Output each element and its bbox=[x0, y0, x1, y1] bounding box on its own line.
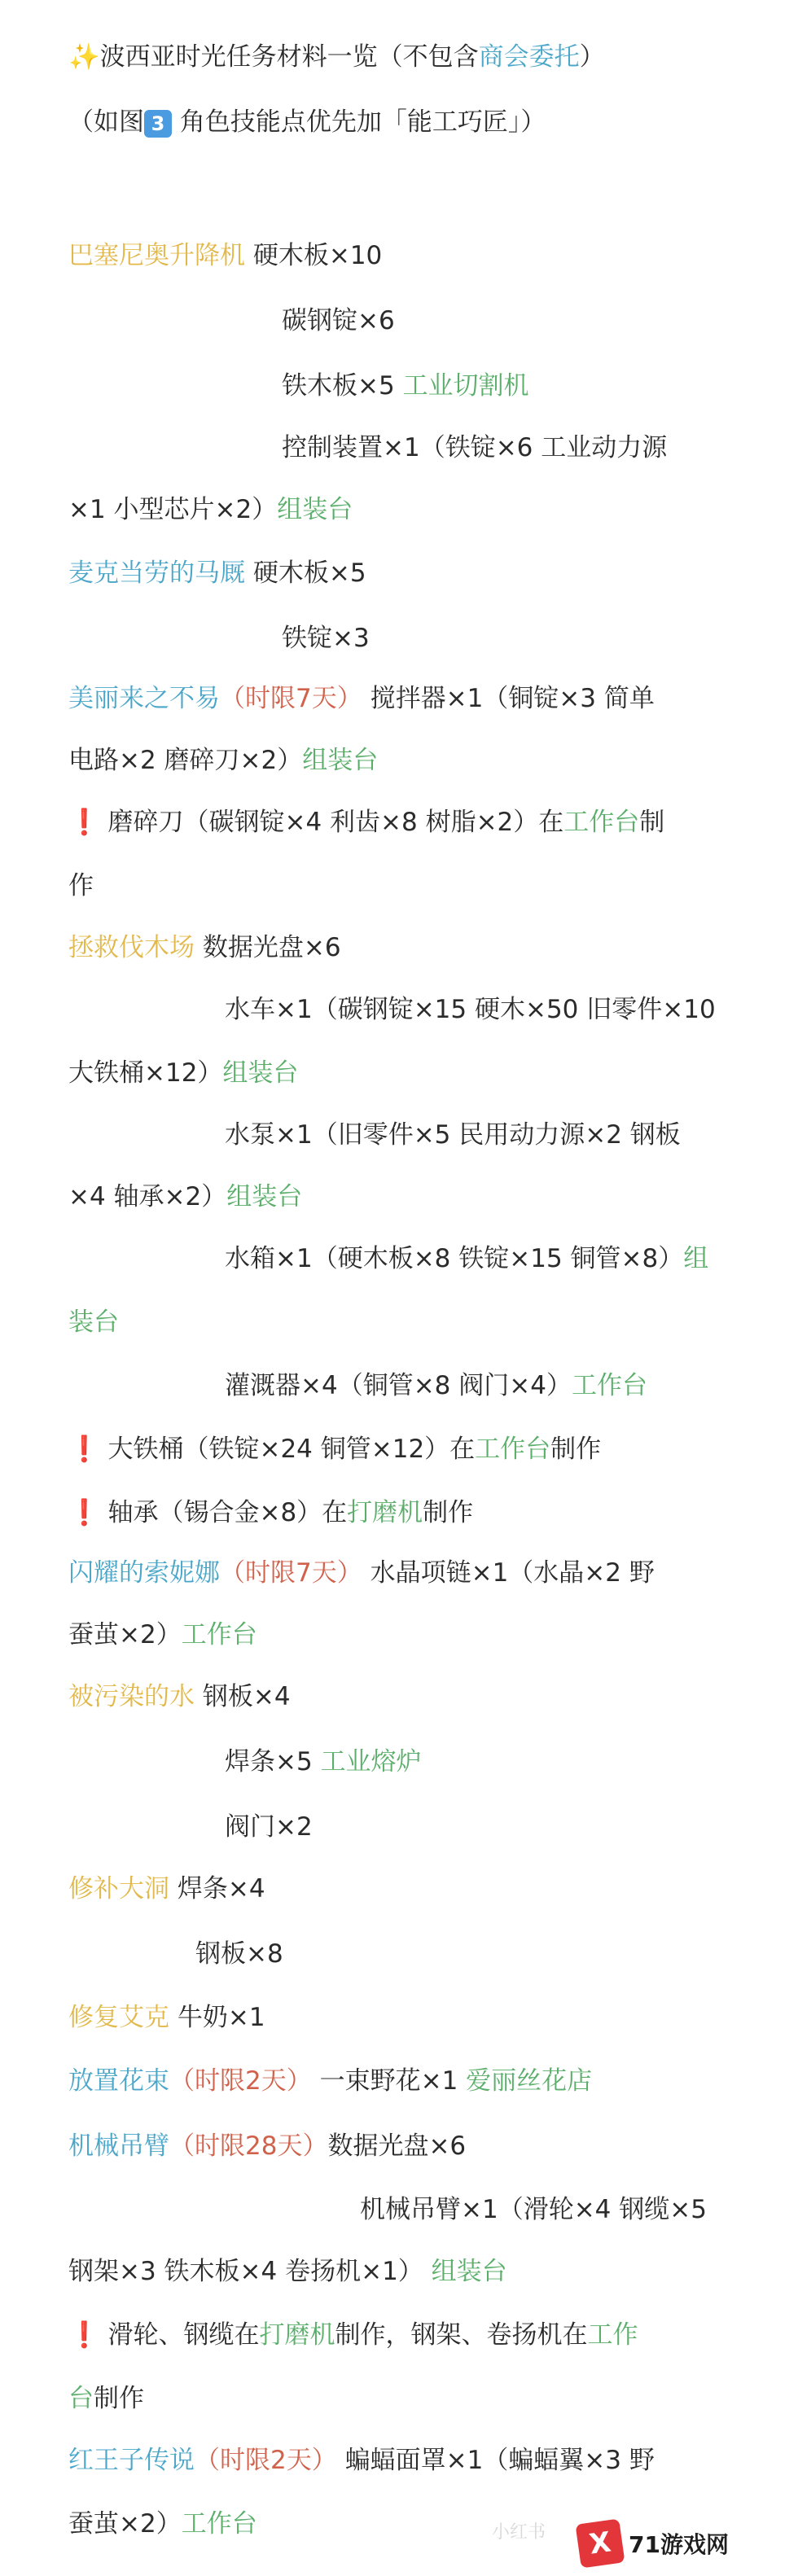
material-line: 控制装置×1（铁锭×6 工业动力源 bbox=[282, 433, 668, 462]
note-line: ❗ 大铁桶（铁锭×24 铜管×12）在工作台制作 bbox=[68, 1435, 602, 1464]
task-name: 放置花束 bbox=[68, 2066, 169, 2096]
station-label: 组装台 bbox=[226, 1182, 303, 1211]
number-3-icon: 3 bbox=[144, 110, 172, 138]
task-line: 修复艾克 牛奶×1 bbox=[68, 2003, 265, 2032]
station-label: 工作台 bbox=[571, 1371, 647, 1400]
station-label: 组装台 bbox=[277, 495, 353, 524]
exclamation-icon: ❗ bbox=[68, 808, 100, 837]
time-limit: （时限2天） bbox=[169, 2066, 312, 2096]
faint-watermark: 小红书 bbox=[491, 2522, 546, 2543]
material-line: 碳钢锭×6 bbox=[282, 306, 395, 335]
material-line: 灌溉器×4（铜管×8 阀门×4）工作台 bbox=[225, 1371, 647, 1400]
task-name: 拯救伐木场 bbox=[68, 933, 195, 962]
material-line: 水泵×1（旧零件×5 民用动力源×2 钢板 bbox=[225, 1120, 681, 1150]
time-limit: （时限7天） bbox=[220, 684, 362, 713]
task-line: 美丽来之不易（时限7天） 搅拌器×1（铜锭×3 简单 bbox=[68, 684, 655, 713]
title-link[interactable]: 商会委托 bbox=[478, 42, 580, 72]
material-line: 铁锭×3 bbox=[282, 624, 370, 653]
station-label: 工作台 bbox=[563, 808, 640, 837]
exclamation-icon: ❗ bbox=[68, 2320, 100, 2350]
station-label: 打磨机 bbox=[347, 1498, 423, 1527]
station-label: 工业切割机 bbox=[402, 371, 529, 401]
exclamation-icon: ❗ bbox=[68, 1498, 100, 1527]
station-label: 工作台 bbox=[181, 1620, 257, 1649]
task-line: 放置花束（时限2天） 一束野花×1 爱丽丝花店 bbox=[68, 2066, 593, 2096]
station-label: 组装台 bbox=[302, 746, 379, 775]
station-label: 组 bbox=[683, 1244, 709, 1273]
task-line: 机械吊臂（时限28天）数据光盘×6 bbox=[68, 2131, 467, 2161]
task-name: 修补大洞 bbox=[68, 1874, 169, 1904]
material-line: 阀门×2 bbox=[225, 1812, 313, 1842]
material-line: 蚕茧×2）工作台 bbox=[68, 1620, 257, 1649]
title-line: ✨波西亚时光任务材料一览（不包含商会委托） bbox=[68, 42, 605, 72]
material-line: 水箱×1（硬木板×8 铁锭×15 铜管×8）组 bbox=[225, 1244, 709, 1273]
sparkle-icon: ✨ bbox=[68, 42, 100, 72]
site-logo-icon: X bbox=[576, 2519, 625, 2569]
task-line: 闪耀的索妮娜（时限7天） 水晶项链×1（水晶×2 野 bbox=[68, 1558, 655, 1588]
material-line: 蚕茧×2）工作台 bbox=[68, 2509, 257, 2539]
task-line: 红王子传说（时限2天） 蝙蝠面罩×1（蝙蝠翼×3 野 bbox=[68, 2446, 655, 2475]
note-line: ❗ 磨碎刀（碳钢锭×4 利齿×8 树脂×2）在工作台制 bbox=[68, 808, 665, 837]
task-name: 修复艾克 bbox=[68, 2003, 169, 2032]
task-name: 红王子传说 bbox=[68, 2446, 195, 2475]
task-name: 被污染的水 bbox=[68, 1682, 195, 1711]
station-label: 工作台 bbox=[475, 1435, 551, 1464]
time-limit: （时限2天） bbox=[195, 2446, 337, 2475]
station-label: 工作台 bbox=[181, 2509, 257, 2539]
task-name: 闪耀的索妮娜 bbox=[68, 1558, 220, 1588]
material-line: 水车×1（碳钢锭×15 硬木×50 旧零件×10 bbox=[225, 995, 716, 1024]
task-name: 麦克当劳的马厩 bbox=[68, 559, 245, 588]
material-line: 电路×2 磨碎刀×2）组装台 bbox=[68, 746, 379, 775]
site-watermark bbox=[578, 2519, 774, 2568]
note-line: ❗ 轴承（锡合金×8）在打磨机制作 bbox=[68, 1498, 474, 1527]
station-label: 组装台 bbox=[431, 2257, 507, 2286]
title: 波西亚时光任务材料一览（不包含 bbox=[99, 42, 479, 72]
station-label: 装台 bbox=[68, 1308, 119, 1337]
material-line: 钢板×8 bbox=[195, 1939, 283, 1969]
task-line: 修补大洞 焊条×4 bbox=[68, 1874, 265, 1904]
station-label: 爱丽丝花店 bbox=[466, 2066, 593, 2096]
subtitle-line: （如图 3 角色技能点优先加「能工巧匠」） bbox=[68, 107, 546, 137]
exclamation-icon: ❗ bbox=[68, 1435, 100, 1464]
material-line: 大铁桶×12）组装台 bbox=[68, 1058, 299, 1088]
station-label: 打磨机 bbox=[259, 2320, 335, 2350]
note-line: 作 bbox=[68, 871, 94, 900]
material-line: 钢架×3 铁木板×4 卷扬机×1） 组装台 bbox=[68, 2257, 507, 2286]
task-line: 巴塞尼奥升降机 硬木板×10 bbox=[68, 241, 383, 270]
station-label: 工业熔炉 bbox=[320, 1747, 422, 1776]
station-label: 组装台 bbox=[222, 1058, 299, 1088]
task-line: 被污染的水 钢板×4 bbox=[68, 1682, 291, 1711]
task-name: 巴塞尼奥升降机 bbox=[68, 241, 245, 270]
station-label: 台 bbox=[68, 2384, 94, 2413]
material-line: ×4 轴承×2）组装台 bbox=[68, 1182, 303, 1211]
material-line: 铁木板×5 工业切割机 bbox=[282, 371, 529, 401]
material-line: 焊条×5 工业熔炉 bbox=[225, 1747, 422, 1776]
time-limit: （时限28天） bbox=[169, 2131, 328, 2161]
task-line: 麦克当劳的马厩 硬木板×5 bbox=[68, 559, 366, 588]
time-limit: （时限7天） bbox=[220, 1558, 362, 1588]
material-line: 机械吊臂×1（滑轮×4 钢缆×5 bbox=[360, 2195, 707, 2224]
station-label: 工作 bbox=[587, 2320, 638, 2350]
site-name: 71游戏网 bbox=[629, 2531, 729, 2558]
material-line bbox=[68, 1304, 765, 1340]
note-line: ❗ 滑轮、钢缆在打磨机制作，钢架、卷扬机在工作 bbox=[68, 2320, 638, 2350]
material-line: ×1 小型芯片×2）组装台 bbox=[68, 495, 353, 524]
task-name: 美丽来之不易 bbox=[68, 684, 220, 713]
task-line: 拯救伐木场 数据光盘×6 bbox=[68, 933, 341, 962]
note-line: 台制作 bbox=[68, 2384, 144, 2413]
task-name: 机械吊臂 bbox=[68, 2131, 169, 2161]
